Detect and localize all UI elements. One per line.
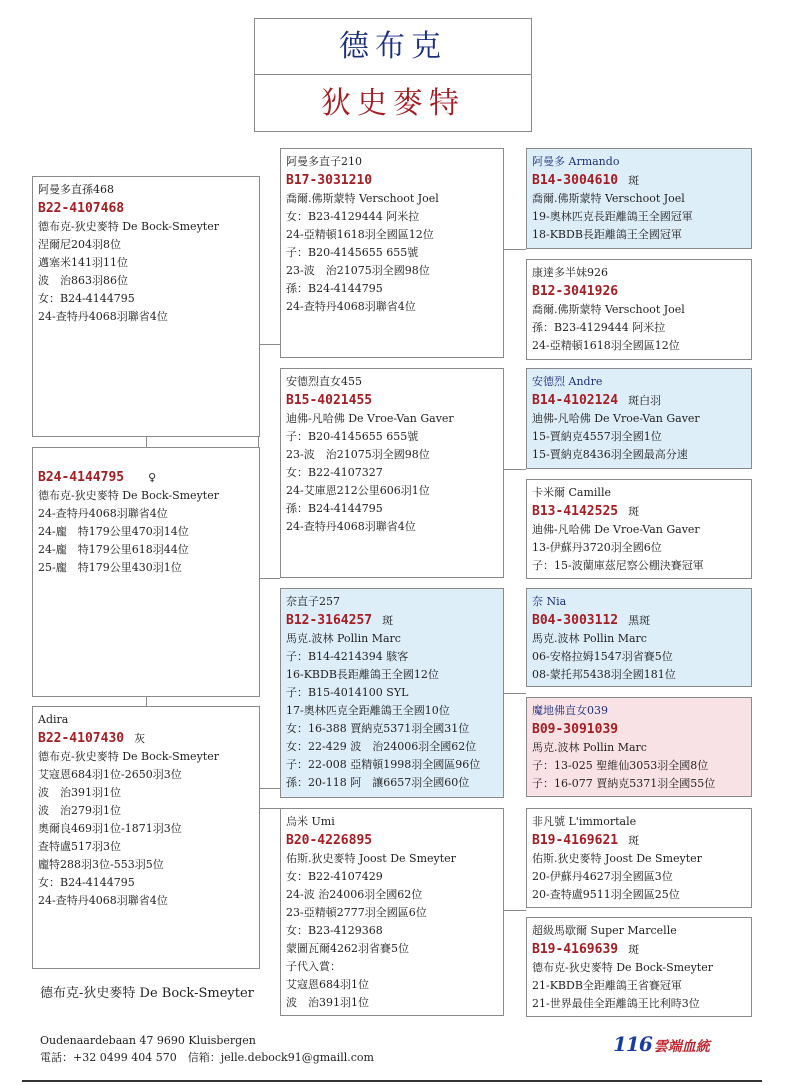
ring-number: B22-4107430 灰 (38, 731, 146, 746)
logo-text: 雲端血統 (653, 1039, 710, 1055)
result-line: 女：B22-4107327 (286, 466, 383, 479)
owner-name-top: 德布克 (254, 18, 532, 75)
ring-number: B04-3003112 黑斑 (532, 613, 651, 628)
result-line: 20-伊蘇丹4627羽全國區3位 (532, 870, 673, 883)
result-line: 子：13-025 聖維仙3053羽全國8位 (532, 759, 709, 772)
breeder-address: Oudenaardebaan 47 9690 Kluisbergen (40, 1034, 256, 1047)
result-line: 邁塞米141羽11位 (38, 256, 128, 269)
result-line: 迪佛-凡哈佛 De Vroe-Van Gaver (532, 523, 700, 536)
result-line: 艾寇恩684羽1位 (286, 978, 369, 991)
connector-line (258, 788, 280, 789)
result-line: 23-亞精頓2777羽全國區6位 (286, 906, 427, 919)
result-line: 女：22-429 波 治24006羽全國62位 (286, 740, 477, 753)
pigeon-title: 魔地佛直女039 (532, 704, 608, 717)
result-line: 艾寇恩684羽1位-2650羽3位 (38, 768, 182, 781)
site-logo[interactable] (613, 1030, 710, 1056)
result-line: 迪佛-凡哈佛 De Vroe-Van Gaver (532, 412, 700, 425)
result-line: 24-亞精頓1618羽全國區12位 (532, 339, 680, 352)
result-line: 波 治391羽1位 (38, 786, 121, 799)
connector-line (504, 469, 526, 470)
result-line: 喬爾.佛斯蒙特 Verschoot Joel (532, 303, 685, 316)
footer-divider (22, 1080, 762, 1082)
connector-line (258, 344, 280, 345)
ring-number: B09-3091039 (532, 722, 619, 737)
result-line: 13-伊蘇丹3720羽全國6位 (532, 541, 662, 554)
pedigree-dss-box (526, 588, 752, 687)
ring-number: B13-4142525 斑 (532, 504, 640, 519)
pigeon-title: 非凡號 L'immortale (532, 815, 637, 828)
breeder-phone-email: 電話：+32 0499 404 570 信箱：jelle.debock91@gmaill.com (40, 1051, 374, 1064)
connector-line (258, 578, 280, 579)
pigeon-title: Adira (38, 713, 69, 726)
result-line: 子：22-008 亞精頓1998羽全國區96位 (286, 758, 481, 771)
result-line: 龐特288羽3位-553羽5位 (38, 858, 164, 871)
result-line: 23-波 治21075羽全國98位 (286, 448, 430, 461)
ring-number: B14-3004610 斑 (532, 173, 640, 188)
breeder-contact (40, 1032, 374, 1066)
pedigree-sdd-box (526, 479, 752, 579)
ring-number: B19-4169639 斑 (532, 942, 640, 957)
ring-number: B12-3041926 (532, 284, 619, 299)
pigeon-title: 烏米 Umi (286, 815, 335, 828)
ring-number: B22-4107468 (38, 201, 125, 216)
pigeon-title: 超級馬歇爾 Super Marcelle (532, 924, 677, 937)
result-line: 24-查特丹4068羽聯省4位 (38, 310, 168, 323)
pigeon-title: 安德烈 Andre (532, 375, 603, 388)
pigeon-title: 阿曼多 Armando (532, 155, 620, 168)
result-line: 24-查特丹4068羽聯省4位 (286, 300, 416, 313)
ring-number: B15-4021455 (286, 393, 373, 408)
pedigree-subject-box (32, 447, 260, 697)
result-line: 24-查特丹4068羽聯省4位 (38, 507, 168, 520)
ring-number: B19-4169621 斑 (532, 833, 640, 848)
result-line: 孫：B24-4144795 (286, 502, 383, 515)
result-line: 孫：B23-4129444 阿米拉 (532, 321, 666, 334)
result-line: 馬克.波林 Pollin Marc (532, 632, 647, 645)
result-line: 德布克-狄史麥特 De Bock-Smeyter (38, 750, 219, 763)
pedigree-sds-box (526, 368, 752, 469)
result-line: 奧爾良469羽1位-1871羽3位 (38, 822, 182, 835)
result-line: 06-安格拉姆1547羽省賽5位 (532, 650, 673, 663)
result-line: 女：16-388 賈納克5371羽全國31位 (286, 722, 470, 735)
result-line: 女：B23-4129444 阿米拉 (286, 210, 420, 223)
result-line: 24-查特丹4068羽聯省4位 (286, 520, 416, 533)
result-line: 子：15-波蘭庫茲尼察公棚決賽冠軍 (532, 559, 704, 572)
result-line: 孫：20-118 阿 讓6657羽全國60位 (286, 776, 470, 789)
result-line: 德布克-狄史麥特 De Bock-Smeyter (532, 961, 713, 974)
result-line: 21-KBDB全距離鴿王省賽冠軍 (532, 979, 682, 992)
result-line: 佑斯.狄史麥特 Joost De Smeyter (286, 852, 456, 865)
result-line: 24-龐 特179公里470羽14位 (38, 525, 189, 538)
connector-line (146, 697, 147, 706)
pedigree-dam-dam-box (280, 808, 504, 1016)
pedigree-dam-box (32, 706, 260, 969)
pigeon-title: 卡米爾 Camille (532, 486, 611, 499)
result-line: 24-查特丹4068羽聯省4位 (38, 894, 168, 907)
ring-number: B17-3031210 (286, 173, 373, 188)
result-line: 24-艾庫恩212公里606羽1位 (286, 484, 430, 497)
result-line: 15-賈納克8436羽全國最高分速 (532, 448, 688, 461)
result-line: 23-波 治21075羽全國98位 (286, 264, 430, 277)
result-line: 女：B22-4107429 (286, 870, 383, 883)
connector-line (258, 808, 280, 809)
result-line: 波 治279羽1位 (38, 804, 121, 817)
pedigree-sss-box (526, 148, 752, 249)
owner-name-bottom: 狄史麥特 (254, 74, 532, 132)
pedigree-dsd-box (526, 697, 752, 797)
result-line: 15-賈納克4557羽全國1位 (532, 430, 662, 443)
result-line: 子：B20-4145655 655號 (286, 430, 419, 443)
pedigree-ddd-box (526, 917, 752, 1017)
result-line: 迪佛-凡哈佛 De Vroe-Van Gaver (286, 412, 454, 425)
ring-number: B20-4226895 (286, 833, 373, 848)
connector-line (504, 693, 526, 694)
connector-line (504, 249, 526, 250)
result-line: 24-龐 特179公里618羽44位 (38, 543, 189, 556)
pigeon-title: 康達多半妹926 (532, 266, 608, 279)
result-line: 17-奧林匹克全距離鴿王全國10位 (286, 704, 450, 717)
result-line: 19-奧林匹克長距離鴿王全國冠軍 (532, 210, 693, 223)
pigeon-title: 阿曼多直子210 (286, 155, 362, 168)
pedigree-sire-sire-box (280, 148, 504, 358)
result-line: 馬克.波林 Pollin Marc (532, 741, 647, 754)
pigeon-title: 阿曼多直孫468 (38, 183, 114, 196)
result-line: 馬克.波林 Pollin Marc (286, 632, 401, 645)
result-line: 涅爾尼204羽8位 (38, 238, 121, 251)
pedigree-dds-box (526, 808, 752, 908)
result-line: 孫：B24-4144795 (286, 282, 383, 295)
result-line: 24-亞精頓1618羽全國區12位 (286, 228, 434, 241)
result-line: 子：16-077 賈納克5371羽全國55位 (532, 777, 716, 790)
pigeon-title: 奈 Nia (532, 595, 567, 608)
pedigree-ssd-box (526, 259, 752, 360)
pedigree-sire-box (32, 176, 260, 437)
result-line: 24-波 治24006羽全國62位 (286, 888, 423, 901)
pedigree-sire-dam-box (280, 368, 504, 578)
result-line: 子代入賞： (286, 960, 341, 973)
result-line: 女：B23-4129368 (286, 924, 383, 937)
ring-number: B14-4102124 斑白羽 (532, 393, 662, 408)
result-line: 16-KBDB長距離鴿王全國12位 (286, 668, 439, 681)
ring-number: B12-3164257 斑 (286, 613, 394, 628)
connector-line (504, 910, 526, 911)
pigeon-title: 安德烈直女455 (286, 375, 362, 388)
result-line: 喬爾.佛斯蒙特 Verschoot Joel (532, 192, 685, 205)
result-line: 波 治391羽1位 (286, 996, 369, 1009)
connector-line (146, 437, 147, 447)
result-line: 女：B24-4144795 (38, 292, 135, 305)
ring-number: B24-4144795 ♀ (38, 470, 157, 485)
pedigree-dam-sire-box (280, 588, 504, 798)
result-line: 21-世界最佳全距離鴿王比利時3位 (532, 997, 700, 1010)
result-line: 子：B20-4145655 655號 (286, 246, 419, 259)
result-line: 喬爾.佛斯蒙特 Verschoot Joel (286, 192, 439, 205)
result-line: 查特盧517羽3位 (38, 840, 121, 853)
result-line: 女：B24-4144795 (38, 876, 135, 889)
result-line: 子：B15-4014100 SYL (286, 686, 409, 699)
pigeon-title: 奈直子257 (286, 595, 340, 608)
result-line: 佑斯.狄史麥特 Joost De Smeyter (532, 852, 702, 865)
result-line: 德布克-狄史麥特 De Bock-Smeyter (38, 489, 219, 502)
result-line: 蒙圖瓦爾4262羽省賽5位 (286, 942, 409, 955)
breeder-name: 德布克-狄史麥特 De Bock-Smeyter (40, 986, 254, 1001)
result-line: 20-查特盧9511羽全國區25位 (532, 888, 680, 901)
logo-number: 116 (613, 1032, 652, 1056)
result-line: 德布克-狄史麥特 De Bock-Smeyter (38, 220, 219, 233)
result-line: 25-龐 特179公里430羽1位 (38, 561, 182, 574)
result-line: 18-KBDB長距離鴿王全國冠軍 (532, 228, 682, 241)
result-line: 08-蒙托邦5438羽全國181位 (532, 668, 676, 681)
result-line: 子：B14-4214394 駭客 (286, 650, 409, 663)
result-line: 波 治863羽86位 (38, 274, 128, 287)
